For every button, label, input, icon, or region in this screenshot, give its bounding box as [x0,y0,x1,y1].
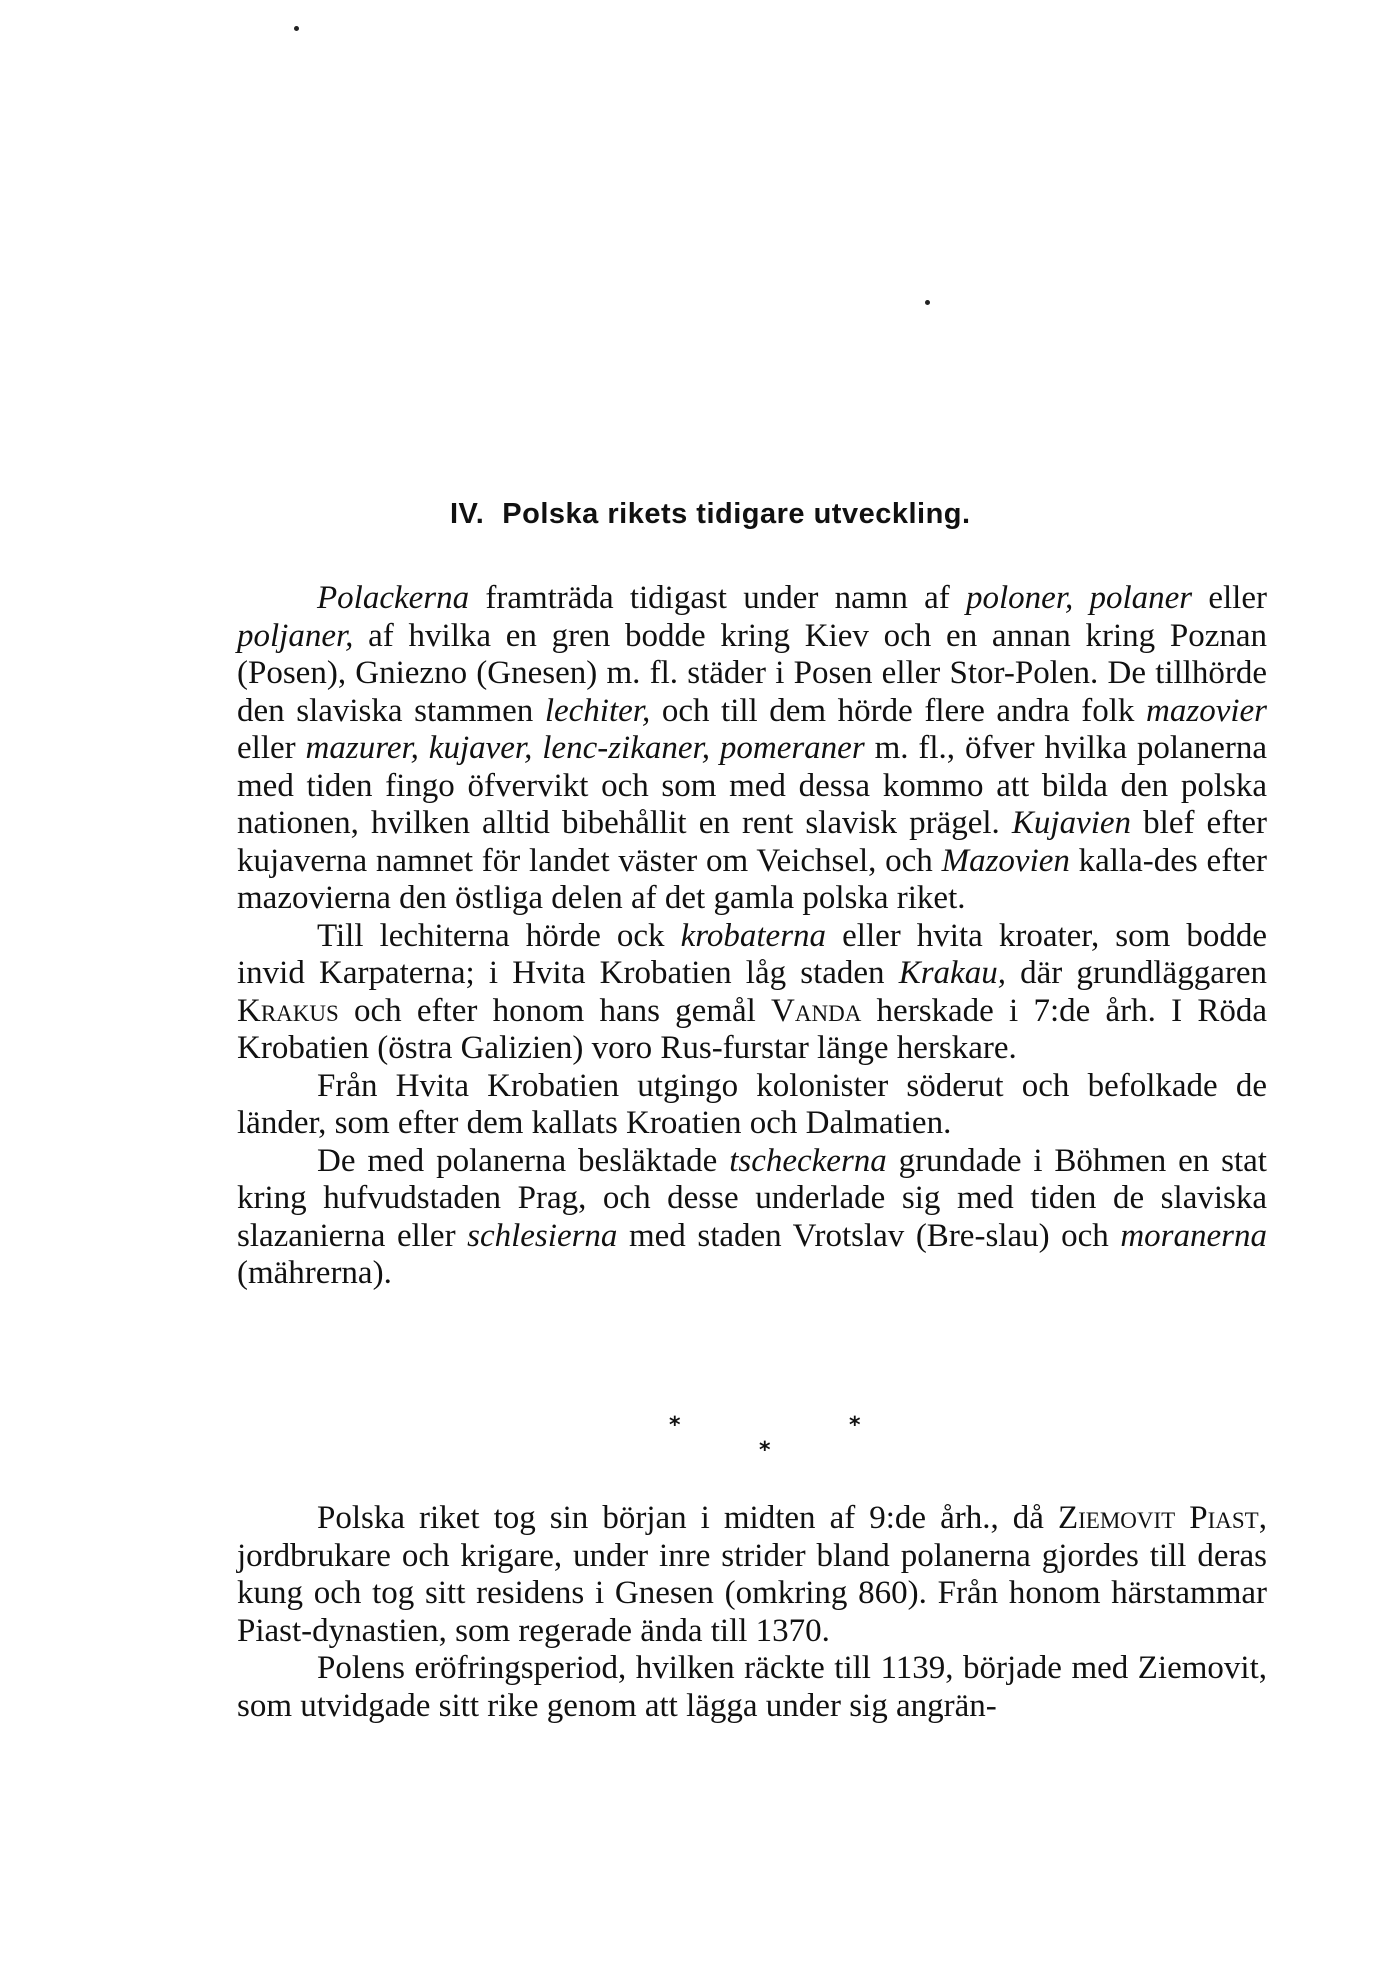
paragraph-lechiterna [237,918,1267,1068]
text-run: blef efter kujaverna namnet för landet väster om Veichsel, och [237,805,1267,879]
text-run: kalla-des efter mazovierna den östliga delen af det gamla polska riket. [237,842,1267,916]
paragraph-eröfringsperiod: Polens eröfringsperiod, hvilken räckte till 1139, började med Ziemovit, som utvidgade sitt rike genom att lägga under sig angrän- [237,1650,1267,1724]
text-run: Polska riket tog sin början i midten af 9:de årh., då [317,1500,1058,1536]
small-caps-name: Krakus [237,992,339,1029]
italic-term: mazurer, kujaver, lenc-zikaner, pomeraner [305,730,865,766]
section-body [237,1500,1267,1725]
chapter-title: Polska rikets tidigare utveckling. [502,498,971,530]
italic-term: poloner, polaner [966,580,1193,616]
text-run: af hvilka en gren bodde kring Kiev och en annan kring Poznan (Posen), Gniezno (Gnesen) m. fl. städer i Posen eller Stor-Polen. De tillhörde den slaviska stammen [237,617,1267,729]
text-run: framträda tidigast under namn af [469,580,966,616]
print-speck [294,26,299,31]
text-run: herskade i 7:de årh. I Röda Krobatien (östra Galizien) voro Rus-furstar länge herskare. [237,992,1267,1066]
text-run: och till dem hörde flere andra folk [650,692,1147,729]
paragraph-hvita-krobatien: Från Hvita Krobatien utgingo kolonister söderut och befolkade de länder, som efter dem kallats Kroatien och Dalmatien. [237,1067,1267,1141]
asterism-divider [0,1395,1400,1463]
italic-term: Kujavien [1011,805,1132,841]
italic-term: Mazovien [941,842,1070,879]
text-run: De med polanerna besläktade [317,1142,730,1179]
text-run: där grundläggaren [1005,955,1267,991]
text-run: jordbrukare och krigare, under inre strider bland polanerna gjordes till deras kung och tog sitt residens i Gnesen (omkring 860). Från honom härstammar Piast-dynastien, som regerade ända till 1370. [237,1537,1267,1649]
print-speck [925,300,930,305]
small-caps-name: Vanda [771,992,862,1029]
italic-term: tscheckerna [729,1142,887,1179]
italic-term: Krakau, [898,955,1006,991]
text-run: med staden Vrotslav (Bre-slau) och [617,1217,1121,1254]
text-run: eller [237,730,306,766]
text-run: grundade i Böhmen en stat kring hufvudstaden Prag, och desse underlade sig med tiden de slaviska slazanierna eller [237,1142,1267,1254]
italic-term: krobaterna [680,917,827,954]
asterisk: * [759,1438,771,1463]
text-run: och efter honom hans gemål [338,992,772,1029]
chapter-body [237,580,1267,1293]
paragraph-tscheckerna [237,1143,1267,1293]
text-run: eller hvita kroater, som bodde invid Karpaterna; i Hvita Krobatien låg staden [237,917,1267,991]
text-run: eller [1192,580,1267,616]
text-run: m. fl., öfver hvilka polanerna med tiden fingo öfvervikt och som med dessa kommo att bilda den polska nationen, hvilken alltid bibehållit en rent slavisk prägel. [237,730,1267,841]
paragraph-polackerna [237,580,1267,918]
asterisk: * [849,1413,861,1438]
italic-term: Polackerna [317,580,470,616]
small-caps-name: Ziemovit Piast, [1057,1500,1267,1536]
italic-term: mazovier [1146,692,1267,729]
italic-term: moranerna [1120,1217,1267,1254]
chapter-heading [450,498,1250,531]
text-run: Till lechiterna hörde ock [317,917,681,954]
asterisk: * [669,1413,681,1438]
chapter-number: IV. [450,498,485,530]
text-run: (mährerna). [237,1255,392,1291]
italic-term: schlesierna [467,1217,618,1254]
italic-term: poljaner, [237,617,354,654]
paragraph-ziemovit-piast [237,1500,1267,1650]
italic-term: lechiter, [544,692,651,729]
